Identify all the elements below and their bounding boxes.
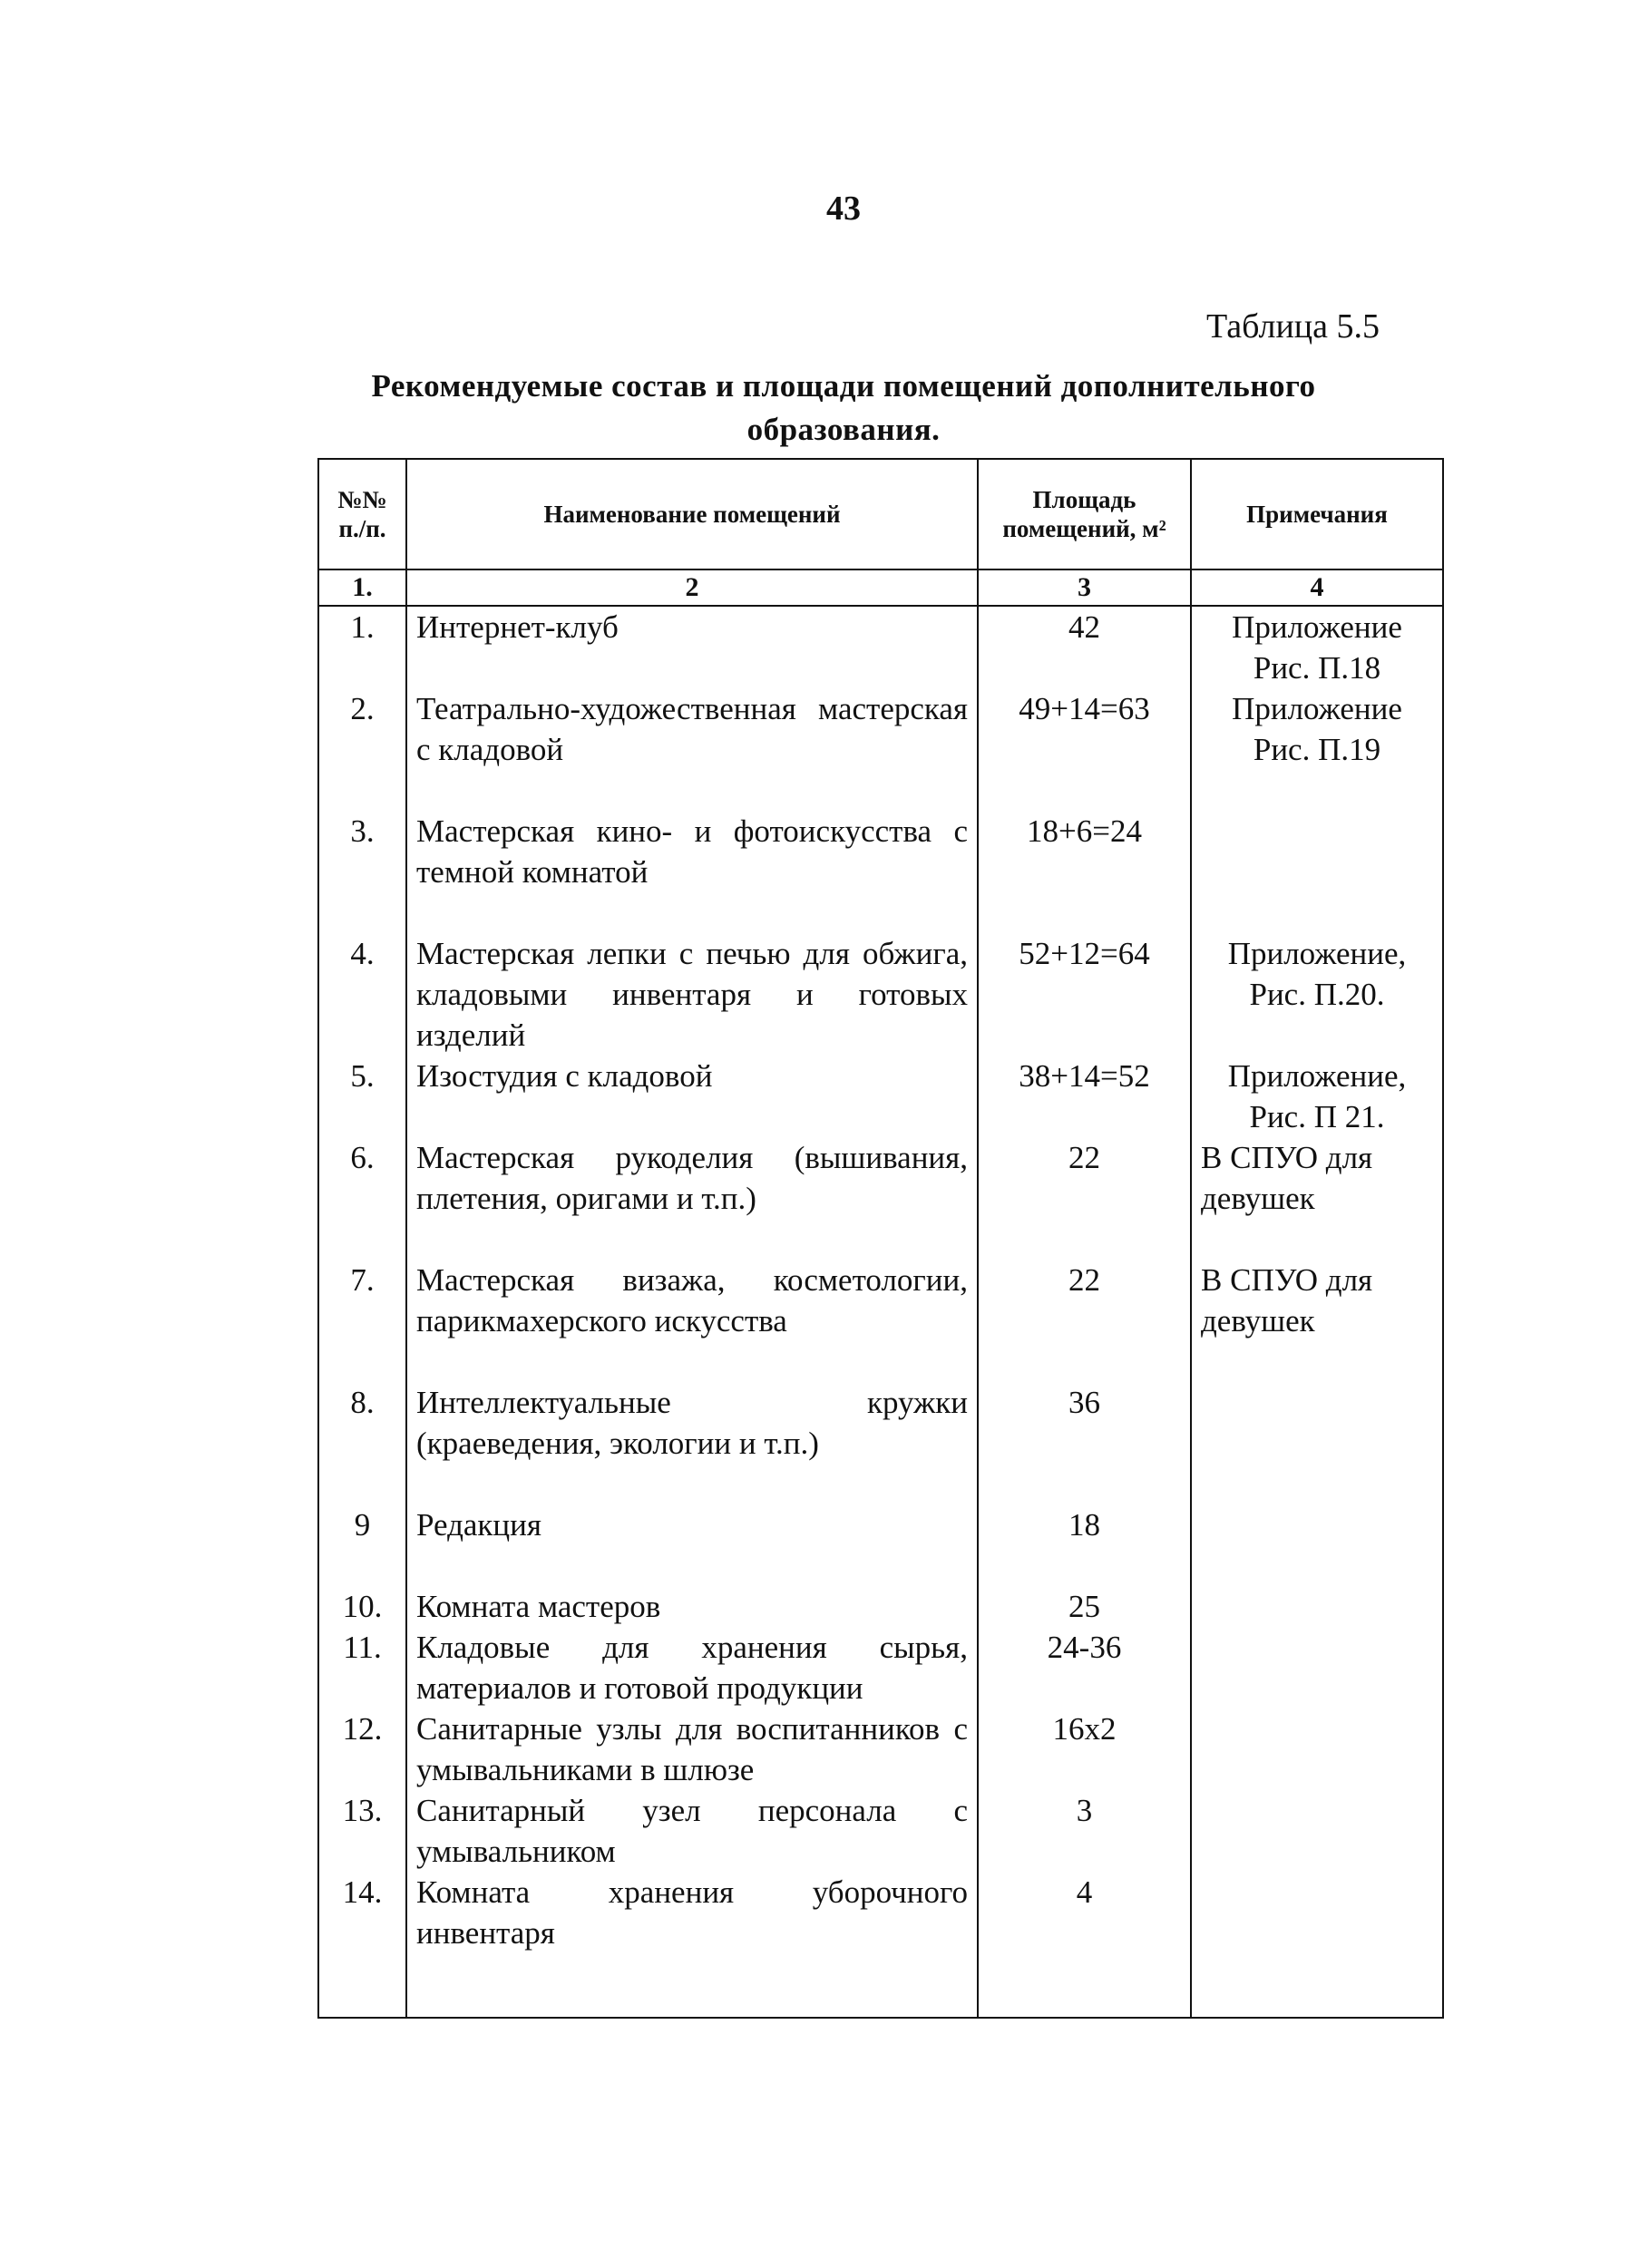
row-num: 14.	[318, 1872, 406, 1953]
table-row	[318, 1790, 1443, 1872]
row-num: 13.	[318, 1790, 406, 1872]
table-title	[317, 365, 1370, 452]
empty-cell	[1191, 1953, 1443, 2018]
row-area: 42	[978, 606, 1191, 688]
row-area: 36	[978, 1382, 1191, 1504]
row-area: 3	[978, 1790, 1191, 1872]
row-num: 8.	[318, 1382, 406, 1504]
row-area: 25	[978, 1586, 1191, 1627]
table-title-line-2: образования.	[746, 412, 941, 447]
row-note	[1191, 1586, 1443, 1627]
row-area: 16x2	[978, 1708, 1191, 1790]
row-note	[1191, 811, 1443, 933]
row-num: 11.	[318, 1627, 406, 1708]
row-num: 6.	[318, 1137, 406, 1260]
row-name: Интеллектуальные кружки (краеведения, экологии и т.п.)	[406, 1382, 978, 1504]
page-number: 43	[826, 190, 861, 228]
empty-cell	[406, 1953, 978, 2018]
table-label: Таблица 5.5	[1205, 307, 1380, 346]
row-name: Мастерская визажа, косметологии, парикмахерского искусства	[406, 1260, 978, 1382]
row-name: Комната хранения уборочного инвентаря	[406, 1872, 978, 1953]
row-note	[1191, 1382, 1443, 1504]
row-note	[1191, 1504, 1443, 1586]
empty-cell	[978, 1953, 1191, 2018]
table-row	[318, 688, 1443, 811]
row-note: В СПУО для девушек	[1191, 1137, 1443, 1260]
header-name: Наименование помещений	[406, 459, 978, 569]
row-num: 3.	[318, 811, 406, 933]
table-row	[318, 1872, 1443, 1953]
table-row	[318, 1382, 1443, 1504]
row-num: 4.	[318, 933, 406, 1056]
row-area: 22	[978, 1137, 1191, 1260]
column-number-2: 2	[406, 569, 978, 606]
row-note: Приложение Рис. П.18	[1191, 606, 1443, 688]
row-note: Приложение, Рис. П.20.	[1191, 933, 1443, 1056]
row-name: Кладовые для хранения сырья, материалов и готовой продукции	[406, 1627, 978, 1708]
header-num: №№ п./п.	[318, 459, 406, 569]
table-title-line-1: Рекомендуемые состав и площади помещений дополнительного	[371, 368, 1316, 404]
row-note: Приложение Рис. П.19	[1191, 688, 1443, 811]
row-name: Комната мастеров	[406, 1586, 978, 1627]
row-num: 1.	[318, 606, 406, 688]
row-name: Театрально-художественная мастерская с кладовой	[406, 688, 978, 811]
row-area: 24-36	[978, 1627, 1191, 1708]
table-row-empty	[318, 1953, 1443, 2018]
table-row	[318, 1586, 1443, 1627]
table-row	[318, 1708, 1443, 1790]
header-area: Площадь помещений, м²	[978, 459, 1191, 569]
table-row	[318, 933, 1443, 1056]
row-num: 5.	[318, 1056, 406, 1137]
row-num: 9	[318, 1504, 406, 1586]
table-row	[318, 1260, 1443, 1382]
header-row	[318, 459, 1443, 569]
row-note	[1191, 1790, 1443, 1872]
row-name: Санитарный узел персонала с умывальником	[406, 1790, 978, 1872]
row-name: Мастерская кино- и фотоискусства с темной комнатой	[406, 811, 978, 933]
column-number-row	[318, 569, 1443, 606]
row-area: 52+12=64	[978, 933, 1191, 1056]
row-note	[1191, 1872, 1443, 1953]
table-row	[318, 1627, 1443, 1708]
row-note: В СПУО для девушек	[1191, 1260, 1443, 1382]
row-area: 18	[978, 1504, 1191, 1586]
row-note: Приложение, Рис. П 21.	[1191, 1056, 1443, 1137]
row-name: Мастерская рукоделия (вышивания, плетения, оригами и т.п.)	[406, 1137, 978, 1260]
table-row	[318, 1056, 1443, 1137]
header-note: Примечания	[1191, 459, 1443, 569]
row-name: Мастерская лепки с печью для обжига, кладовыми инвентаря и готовых изделий	[406, 933, 978, 1056]
column-number-1: 1.	[318, 569, 406, 606]
row-name: Санитарные узлы для воспитанников с умывальниками в шлюзе	[406, 1708, 978, 1790]
row-note	[1191, 1627, 1443, 1708]
table-row	[318, 606, 1443, 688]
row-num: 12.	[318, 1708, 406, 1790]
row-num: 2.	[318, 688, 406, 811]
row-area: 4	[978, 1872, 1191, 1953]
row-num: 7.	[318, 1260, 406, 1382]
row-area: 49+14=63	[978, 688, 1191, 811]
column-number-4: 4	[1191, 569, 1443, 606]
row-name: Интернет-клуб	[406, 606, 978, 688]
column-number-3: 3	[978, 569, 1191, 606]
rooms-table	[317, 458, 1444, 2019]
table-row	[318, 1504, 1443, 1586]
table-row	[318, 1137, 1443, 1260]
row-name: Редакция	[406, 1504, 978, 1586]
row-name: Изостудия с кладовой	[406, 1056, 978, 1137]
row-area: 18+6=24	[978, 811, 1191, 933]
row-num: 10.	[318, 1586, 406, 1627]
table-row	[318, 811, 1443, 933]
empty-cell	[318, 1953, 406, 2018]
row-note	[1191, 1708, 1443, 1790]
row-area: 22	[978, 1260, 1191, 1382]
row-area: 38+14=52	[978, 1056, 1191, 1137]
